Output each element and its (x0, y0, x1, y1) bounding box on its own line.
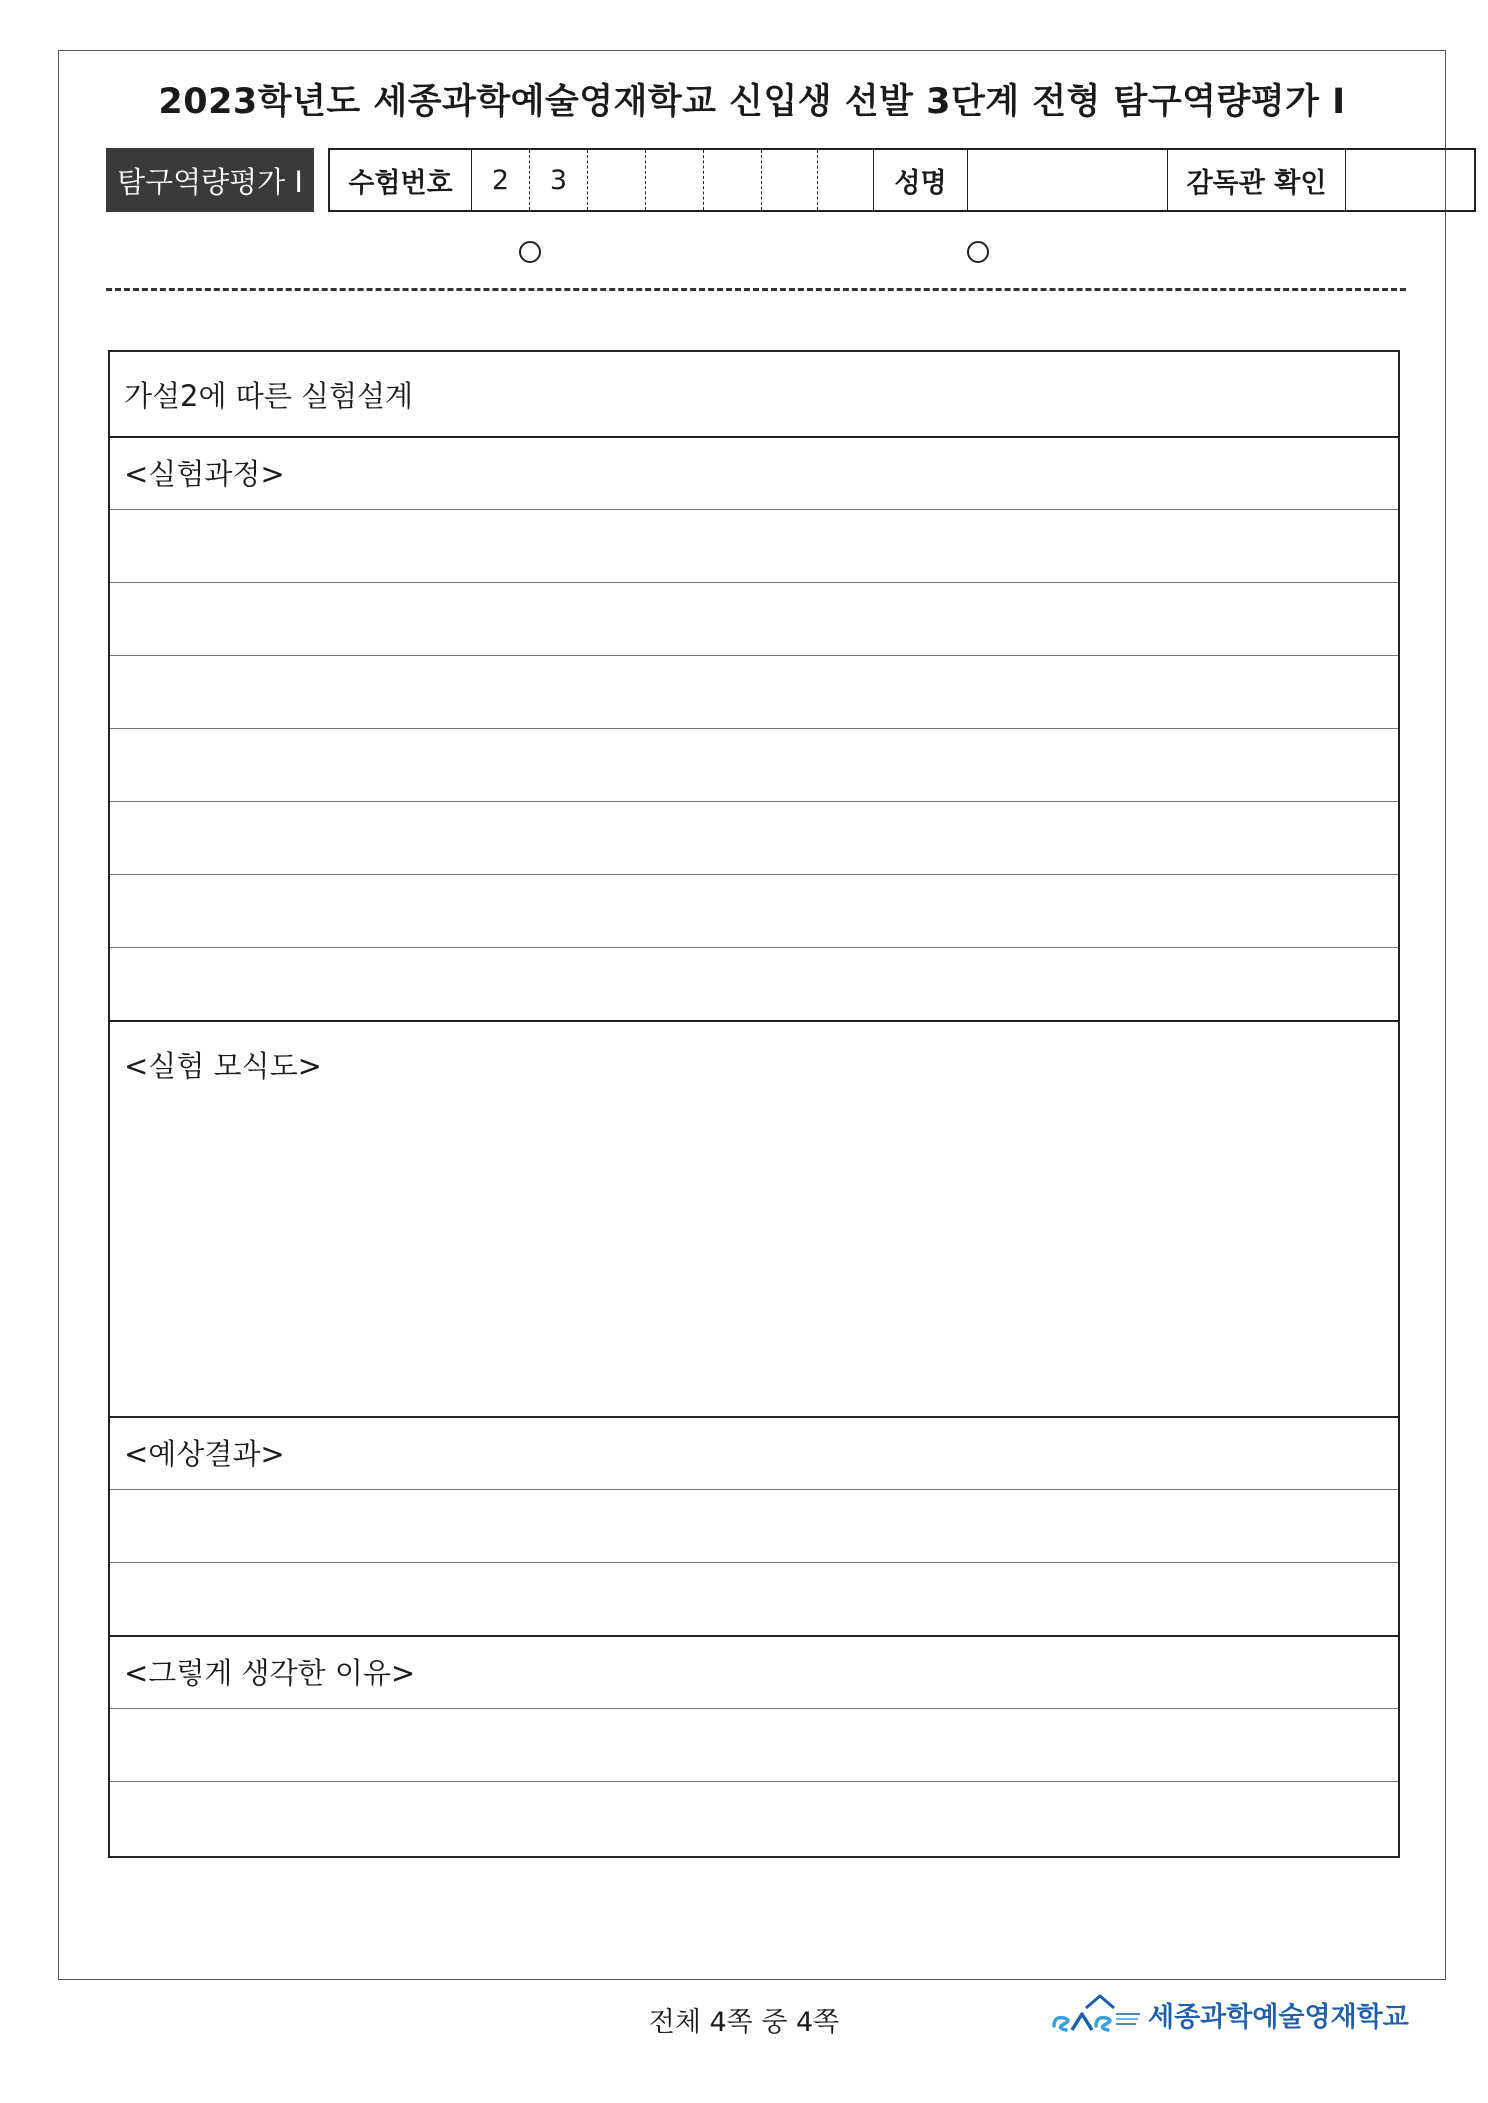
section-label-reason: <그렇게 생각한 이유> (124, 1656, 416, 1690)
answer-box (108, 350, 1400, 1858)
name-field[interactable] (968, 150, 1168, 210)
school-name: 세종과학예술영재학교 (1148, 2001, 1409, 2033)
school-emblem-icon (1050, 1992, 1142, 2036)
exam-digit-7[interactable] (818, 150, 874, 210)
divider (110, 1020, 1398, 1022)
supervisor-label: 감독관 확인 (1168, 150, 1346, 210)
page-title: 2023학년도 세종과학예술영재학교 신입생 선발 3단계 전형 탐구역량평가 I (158, 82, 1346, 122)
writing-line (110, 509, 1398, 510)
writing-line (110, 728, 1398, 729)
punch-hole-left (519, 241, 541, 263)
writing-line (110, 947, 1398, 948)
exam-tag: 탐구역량평가 I (106, 148, 314, 212)
writing-line (110, 874, 1398, 875)
exam-digit-4[interactable] (646, 150, 704, 210)
writing-line (110, 655, 1398, 656)
writing-line (110, 1562, 1398, 1563)
exam-digit-3[interactable] (588, 150, 646, 210)
section-label-expected-result: <예상결과> (124, 1437, 285, 1471)
punch-hole-right (967, 241, 989, 263)
cut-line (106, 288, 1406, 291)
page-number: 전체 4쪽 중 4쪽 (648, 2007, 840, 2038)
writing-line (110, 1708, 1398, 1709)
exam-digit-6[interactable] (762, 150, 818, 210)
answer-heading: 가설2에 따른 실험설계 (124, 378, 414, 413)
candidate-info-table (328, 148, 1476, 212)
exam-number-label: 수험번호 (330, 150, 472, 210)
exam-digit-1[interactable]: 2 (472, 150, 530, 210)
exam-digit-2[interactable]: 3 (530, 150, 588, 210)
section-label-diagram: <실험 모식도> (124, 1048, 322, 1083)
writing-line (110, 1781, 1398, 1782)
writing-line (110, 1489, 1398, 1490)
writing-line (110, 582, 1398, 583)
name-label: 성명 (874, 150, 968, 210)
section-label-procedure: <실험과정> (124, 457, 285, 491)
school-logo (1050, 1992, 1409, 2036)
writing-line (110, 801, 1398, 802)
exam-digit-5[interactable] (704, 150, 762, 210)
supervisor-field[interactable] (1346, 150, 1474, 210)
